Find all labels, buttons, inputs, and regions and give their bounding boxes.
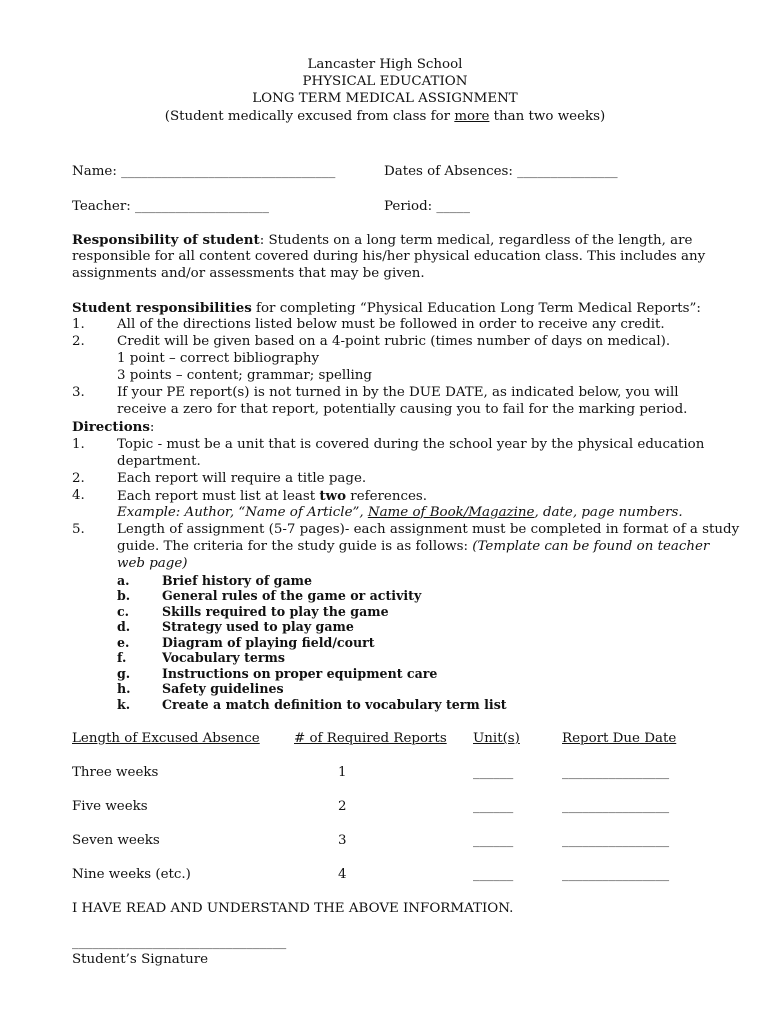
list-number: 3. <box>72 385 85 400</box>
direction-number: 1. <box>72 437 85 452</box>
criteria-item: Safety guidelines <box>162 681 284 696</box>
criteria-item: General rules of the game or activity <box>162 588 422 603</box>
list-number: 1. <box>72 317 85 332</box>
table-cell-unit[interactable]: ______ <box>473 833 514 848</box>
criteria-letter: f. <box>117 650 127 665</box>
department-title: PHYSICAL EDUCATION <box>302 74 468 89</box>
table-cell-reports: 4 <box>338 867 347 882</box>
direction-number: 4. <box>72 488 85 503</box>
criteria-letter: e. <box>117 635 130 650</box>
criteria-letter: k. <box>117 697 131 712</box>
table-cell-due[interactable]: ________________ <box>562 799 670 814</box>
list-item-sub: 1 point – correct bibliography <box>117 351 320 366</box>
table-cell-reports: 3 <box>338 833 347 848</box>
list-number: 2. <box>72 334 85 349</box>
list-item: If your PE report(s) is not turned in by the DUE DATE, as indicated below, you will <box>117 385 679 400</box>
table-cell-unit[interactable]: ______ <box>473 799 514 814</box>
criteria-letter: b. <box>117 588 131 603</box>
criteria-item: Diagram of playing field/court <box>162 635 375 650</box>
criteria-letter: a. <box>117 573 130 588</box>
criteria-letter: h. <box>117 681 131 696</box>
subtitle-text: (Student medically excused from class for <box>164 109 455 124</box>
dates-of-absences-field[interactable]: Dates of Absences: _______________ <box>384 164 618 179</box>
criteria-item: Create a match definition to vocabulary term list <box>162 697 507 712</box>
acknowledgement-statement: I HAVE READ AND UNDERSTAND THE ABOVE INFORMATION. <box>72 901 514 916</box>
signature-line[interactable]: ________________________________ <box>72 935 287 950</box>
list-item-cont: receive a zero for that report, potentially causing you to fail for the marking period. <box>117 402 688 417</box>
period-field[interactable]: Period: _____ <box>384 199 470 214</box>
table-cell-reports: 1 <box>338 765 347 780</box>
table-cell-length: Nine weeks (etc.) <box>72 867 191 882</box>
direction-item-cont: department. <box>117 454 201 469</box>
table-cell-due[interactable]: ________________ <box>562 765 670 780</box>
name-field[interactable]: Name: ________________________________ <box>72 164 336 179</box>
assignment-subtitle <box>0 109 770 124</box>
citation-example-text: Example: Author, “Name of Article”, <box>117 505 368 520</box>
directions-heading <box>72 419 154 435</box>
citation-example <box>117 505 683 520</box>
template-note-cont: web page) <box>117 556 188 571</box>
responsibility-heading: Responsibility of student <box>72 232 260 248</box>
criteria-letter: d. <box>117 619 131 634</box>
table-header-reports: # of Required Reports <box>294 731 447 746</box>
table-header-due-date: Report Due Date <box>562 731 677 746</box>
direction-item: Length of assignment (5-7 pages)- each assignment must be completed in format of a study <box>117 522 740 537</box>
criteria-letter: g. <box>117 666 131 681</box>
school-name: Lancaster High School <box>307 57 463 72</box>
criteria-item: Strategy used to play game <box>162 619 354 634</box>
direction-item-cont <box>117 539 709 554</box>
teacher-field[interactable]: Teacher: ____________________ <box>72 199 269 214</box>
direction-number: 2. <box>72 471 85 486</box>
template-note: (Template can be found on teacher <box>472 539 710 554</box>
direction-text-end: references. <box>346 489 427 504</box>
direction-emphasis: two <box>319 488 347 504</box>
criteria-letter: c. <box>117 604 130 619</box>
table-header-length: Length of Excused Absence <box>72 731 260 746</box>
table-cell-length: Seven weeks <box>72 833 160 848</box>
student-responsibilities-heading <box>72 300 701 316</box>
responsibility-line-2: responsible for all content covered during his/her physical education class. This includes any <box>72 249 706 264</box>
criteria-item: Skills required to play the game <box>162 604 389 619</box>
directions-colon: : <box>149 420 155 435</box>
criteria-item: Brief history of game <box>162 573 312 588</box>
table-cell-reports: 2 <box>338 799 347 814</box>
responsibility-line-1 <box>72 232 692 248</box>
directions-label: Directions <box>72 419 150 435</box>
table-cell-unit[interactable]: ______ <box>473 765 514 780</box>
citation-example-book: Name of Book/Magazine <box>367 505 535 520</box>
student-responsibilities-label: Student responsibilities <box>72 300 252 316</box>
table-cell-length: Three weeks <box>72 765 159 780</box>
table-header-units: Unit(s) <box>473 731 520 746</box>
direction-text: Each report must list at least <box>117 489 320 504</box>
list-item: All of the directions listed below must be followed in order to receive any credit. <box>117 317 665 332</box>
list-item: Credit will be given based on a 4-point rubric (times number of days on medical). <box>117 334 671 349</box>
direction-number: 5. <box>72 522 85 537</box>
criteria-item: Vocabulary terms <box>162 650 285 665</box>
student-responsibilities-text: for completing “Physical Education Long Term Medical Reports”: <box>251 301 701 316</box>
direction-item <box>117 488 427 504</box>
responsibility-line-3: assignments and/or assessments that may be given. <box>72 266 425 281</box>
table-cell-unit[interactable]: ______ <box>473 867 514 882</box>
direction-text: guide. The criteria for the study guide is as follows: <box>117 539 473 554</box>
table-cell-due[interactable]: ________________ <box>562 833 670 848</box>
subtitle-text-end: than two weeks) <box>489 109 606 124</box>
subtitle-more: more <box>454 109 490 124</box>
table-cell-length: Five weeks <box>72 799 148 814</box>
assignment-title: LONG TERM MEDICAL ASSIGNMENT <box>252 91 518 106</box>
responsibility-text: : Students on a long term medical, regardless of the length, are <box>259 233 693 248</box>
direction-item: Each report will require a title page. <box>117 471 367 486</box>
list-item-sub: 3 points – content; grammar; spelling <box>117 368 372 383</box>
criteria-item: Instructions on proper equipment care <box>162 666 438 681</box>
signature-label: Student’s Signature <box>72 952 209 967</box>
direction-item: Topic - must be a unit that is covered during the school year by the physical education <box>117 437 705 452</box>
table-cell-due[interactable]: ________________ <box>562 867 670 882</box>
citation-example-end: , date, page numbers. <box>534 505 683 520</box>
